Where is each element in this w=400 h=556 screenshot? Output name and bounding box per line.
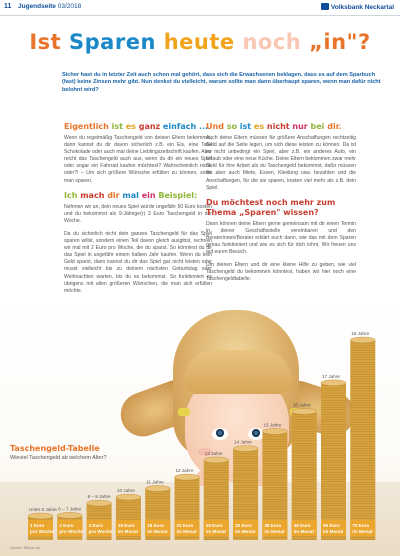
heading-word: so: [226, 122, 237, 131]
chart-bar: [116, 488, 141, 540]
chart-bar: [175, 468, 200, 540]
chart-bar: [28, 507, 57, 540]
right-column: [206, 122, 356, 290]
coin-top: [292, 408, 317, 414]
amount-label-unit: im Monat: [293, 529, 314, 534]
title-word: heute: [163, 30, 235, 54]
amount-label: 18 Euro: [147, 523, 165, 528]
amount-label-unit: im Monat: [352, 529, 373, 534]
brand-name: Volksbank Neckartal: [330, 4, 394, 11]
heading-word: nicht: [266, 122, 290, 131]
coin-stack: [350, 340, 375, 540]
amount-label: 45 Euro: [293, 523, 311, 528]
page-title: [0, 30, 400, 54]
age-label: 12 Jahre: [175, 468, 194, 474]
heading-word: Und: [206, 122, 224, 131]
coin-top: [145, 486, 170, 492]
chart-bar: [145, 480, 170, 540]
coin-top: [87, 500, 112, 506]
paragraph: Dann können deine Eltern gerne gemeinsam mit dir einen Termin in deiner Geschäftsstelle vereinbaren und den Beraterinnen/Berater erklärt euch dann, wie das mit dem Sparen genau funktioniert und wie es sich für dich lohnt. Wir freuen uns auf euren Besuch.: [206, 220, 356, 256]
paragraph: Nehmen wir an, dein neues Spiel würde ungefähr 50 Euro kosten und du bekommst als 9-Jährige(r) 3 Euro Taschengeld in der Woche.: [64, 203, 212, 224]
coin-top: [57, 512, 82, 518]
amount-label-unit: pro Woche: [59, 529, 83, 534]
amount-label-unit: pro Woche: [88, 529, 113, 534]
age-label: 17 Jahre: [322, 373, 340, 379]
heading-word: Eigentlich: [64, 122, 109, 131]
coin-stack: [321, 383, 346, 540]
age-label: 11 Jahre: [146, 479, 164, 485]
chart-bar: [87, 494, 113, 540]
amount-label-unit: im Monat: [264, 529, 285, 534]
heading-word: einfach ...: [163, 122, 209, 131]
age-label: Unter 6 Jahre: [29, 507, 57, 512]
chart-title: [10, 444, 100, 453]
heading-right-1: [206, 122, 356, 132]
heading-word: dir: [107, 190, 120, 200]
heading-word: es: [253, 122, 265, 131]
age-label: 10 Jahre: [116, 488, 135, 494]
title-word: „in"?: [309, 30, 371, 54]
amount-label: 32 Euro: [235, 523, 252, 528]
heading-word: ein: [141, 190, 156, 200]
heading-word: nur: [292, 122, 308, 131]
chart-bar: [57, 506, 83, 540]
heading-word: mach: [80, 190, 105, 200]
paragraph: Um deinen Eltern und dir eine kleine Hilfe zu geben, wie viel Taschengeld du bekommen könntest, haben wir hier noch eine Taschengeldtabelle:: [206, 262, 356, 283]
title-word: Ist: [29, 30, 62, 54]
chart-bar: [262, 422, 287, 540]
heading-word: ganz: [138, 122, 161, 131]
amount-label: 2 Euro: [59, 523, 74, 528]
amount-label-unit: im Monat: [117, 529, 139, 534]
amount-label: 1 Euro: [30, 523, 45, 528]
issue-label: 03/2018: [57, 3, 82, 10]
chart-bar: [321, 374, 346, 540]
coin-top: [233, 446, 258, 452]
coin-top: [350, 337, 375, 343]
chart-bar: [350, 331, 375, 540]
age-label: 15 Jahre: [263, 422, 282, 428]
heading-left-1: [64, 122, 212, 132]
section-name: Jugendseite: [18, 3, 56, 10]
paragraph: Auch deine Eltern müssen für größere Anschaffungen rechtzeitig Geld auf die Seite legen, um sich diese leisten zu können. Da ist es nicht unbedingt ein Spiel, aber z.B. ein anderes Auto, ein Urlaub oder eine neue Küche. Deine Eltern bekommen zwar mehr Geld für ihre Arbeit als du Taschengeld bekommst, dafür müssen sie aber auch Miete, Essen, Kleidung usw. bezahlen und die Anschaffungen, für die sie sparen, kosten viel mehr als z.B. dein Spiel.: [206, 135, 356, 191]
age-label: 8 – 9 Jahre: [87, 494, 111, 500]
amount-label-unit: im Monat: [205, 529, 226, 534]
amount-label: 38 Euro: [264, 523, 282, 528]
chart-title-text: Taschengeld-Tabelle: [10, 444, 100, 453]
heading-left-2: [64, 191, 212, 201]
amount-label: 70 Euro: [352, 523, 370, 528]
heading-word: ist: [239, 122, 252, 131]
amount-label: 22 Euro: [176, 523, 194, 528]
heading-word: ist: [111, 122, 123, 131]
coin-top: [28, 513, 53, 519]
coin-top: [116, 494, 141, 500]
chart-bar: [292, 402, 317, 540]
paragraph: Da du sicherlich nicht dein ganzes Taschengeld für das Spiel sparen willst, sondern einen Teil davon gleich ausgibst, rechnen wir mal mit 2 Euro pro Woche, die du sparst. So könntest du dir das Spiel in ungefähr einem halben Jahr kaufen. Wenn du kein Geld sparst, dann kannst du dir das Spiel gar nicht leisten oder musst vielleicht bis zu deinem nächsten Geburtstag oder Weihnachten warten, bis du es bekommst. So funktioniert es übrigens mit allen größeren Wünschen, die man sich erfüllen möchte.: [64, 230, 212, 294]
paragraph: Wenn du regelmäßig Taschengeld von deinen Eltern bekommst, dann kannst du dir davon sicherlich z.B. ein Eis, eine Tafel Schokolade oder auch mal deine Lieblingszeitschrift kaufen. Aber reicht das Taschengeld auch aus, wenn du dir ein neues Spiel oder sogar ein Fahrrad kaufen möchtest? Wahrscheinlich nicht, oder?! – Um sich größere Wünsche erfüllen zu können, sollte man sparen.: [64, 135, 212, 184]
amount-label: 28 Euro: [205, 523, 223, 528]
chart-bar: [233, 440, 258, 540]
coin-top: [262, 428, 287, 434]
section-label: [18, 3, 81, 10]
title-word: Sparen: [69, 30, 156, 54]
age-label: 18 Jahre: [351, 331, 370, 336]
left-column: [64, 122, 212, 301]
amount-label-unit: im Monat: [323, 529, 344, 534]
chart-subtitle: Wieviel Taschengeld ab welchem Alter?: [10, 455, 107, 461]
age-label: 16 Jahre: [292, 402, 311, 408]
heading-word: mal: [122, 190, 139, 200]
brand-logo: [321, 3, 394, 11]
age-label: 6 – 7 Jahre: [58, 506, 82, 512]
bank-logo-icon: [321, 3, 329, 10]
amount-label: 15 Euro: [117, 523, 135, 528]
heading-word: dir.: [327, 122, 342, 131]
amount-label: 3 Euro: [88, 523, 103, 528]
chart-source: Quelle: Eltern.de: [10, 545, 40, 550]
amount-label-unit: im Monat: [147, 529, 168, 534]
chart-bar: [204, 451, 229, 540]
age-label: 14 Jahre: [234, 439, 252, 445]
coin-top: [204, 457, 229, 463]
heading-right-2: Du möchtest noch mehr zum Thema „Sparen" wissen?: [206, 197, 336, 217]
age-label: 13 Jahre: [204, 451, 223, 456]
page-header: [0, 0, 400, 16]
heading-word: bei: [310, 122, 325, 131]
amount-label-unit: im Monat: [176, 529, 197, 534]
intro-text: Sicher hast du in letzter Zeit auch schon mal gehört, dass sich die Erwachsenen beklagen, dass es auf dem Sparbuch (fast) keine Zinsen mehr gibt. Nun denkst du vielleicht, warum sollte man dann überhaupt sparen, wenn man dafür nicht belohnt wird?: [62, 72, 381, 93]
heading-word: Beispiel:: [158, 190, 198, 200]
amount-label: 55 Euro: [323, 523, 340, 528]
title-word: noch: [242, 30, 302, 54]
coin-top: [175, 474, 200, 480]
coin-top: [321, 380, 346, 386]
heading-word: es: [125, 122, 136, 131]
heading-word: Ich: [64, 190, 78, 200]
amount-label-unit: pro Woche: [30, 529, 54, 534]
page-number: 11: [4, 3, 12, 10]
allowance-chart: [0, 330, 400, 556]
amount-label-unit: im Monat: [235, 529, 256, 534]
